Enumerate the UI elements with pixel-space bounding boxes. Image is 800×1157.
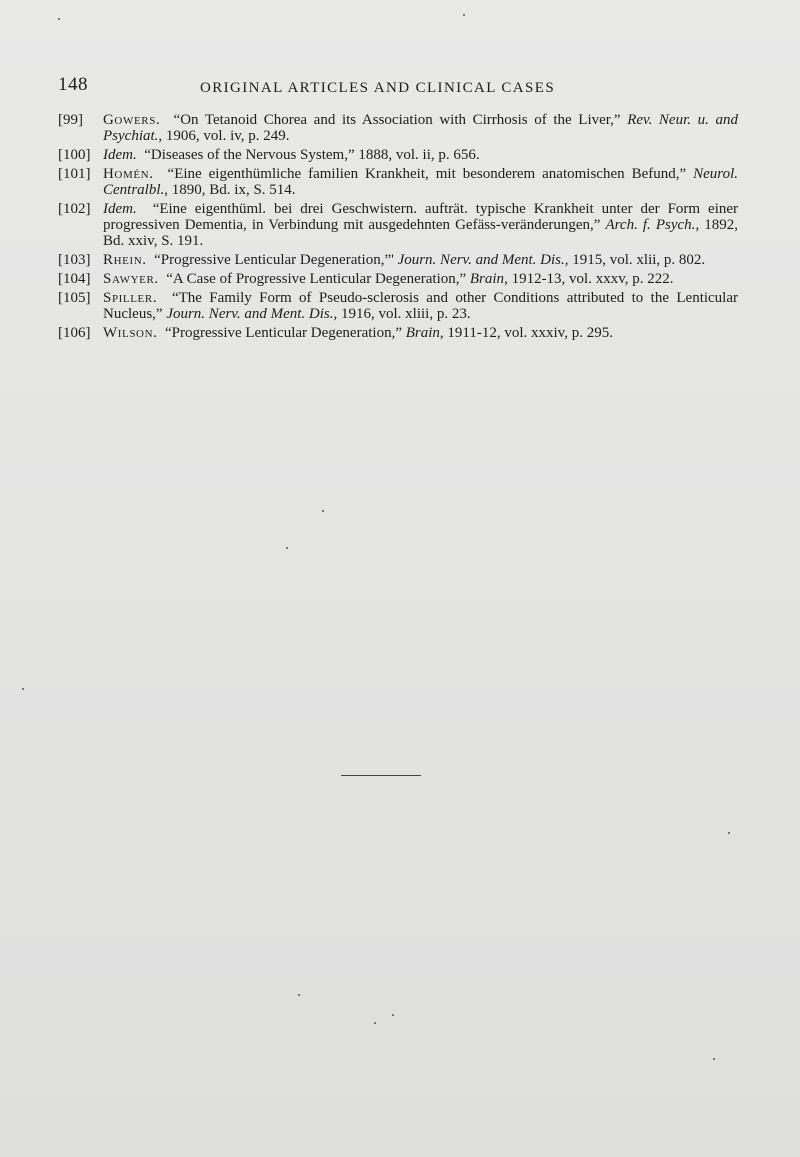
reference-number: [100] [58, 147, 91, 163]
reference-item [58, 290, 738, 322]
page-number: 148 [58, 74, 88, 95]
reference-citation: , 1916, vol. xliii, p. 23. [333, 306, 471, 322]
reference-item [58, 166, 738, 198]
paper-speck [463, 14, 465, 16]
paper-speck [322, 510, 324, 512]
reference-author: Idem. [103, 147, 137, 163]
reference-number: [101] [58, 166, 91, 182]
paper-speck [392, 1014, 394, 1016]
paper-speck [713, 1058, 715, 1060]
reference-journal: Brain [469, 271, 505, 287]
reference-author: Sawyer. [103, 271, 159, 287]
reference-journal: Neurol. Centralbl. [103, 166, 739, 198]
reference-number: [99] [58, 112, 83, 128]
reference-citation: , 1890, Bd. ix, S. 514. [164, 182, 296, 198]
page-header [58, 74, 788, 104]
reference-title: “Diseases of the Nervous System,” 1888, vol. ii, p. 656. [144, 147, 480, 163]
reference-journal: Journ. Nerv. and Ment. Dis. [166, 306, 334, 322]
paper-speck [298, 994, 300, 996]
reference-title: “Progressive Lenticular Degeneration,”' [154, 252, 398, 268]
reference-title: “On Tetanoid Chorea and its Association with Cirrhosis of the Liver,” [173, 112, 628, 128]
reference-number: [102] [58, 201, 91, 217]
reference-title: “The Family Form of Pseudo-sclerosis and other Conditions attributed to the Lenticular Nucleus,” [103, 290, 739, 322]
reference-item [58, 147, 738, 163]
reference-author: Idem. [103, 201, 137, 217]
paper-speck [58, 18, 60, 20]
reference-title: “Progressive Lenticular Degeneration,” [165, 325, 406, 341]
reference-title: “Eine eigenthüml. bei drei Geschwistern. aufträt. typische Krankheit unter der Form einer progressiven Dementia, in Verbindung mit ausgedehnten Gefäss-veränderungen,” [103, 201, 739, 233]
reference-citation: , 1911-12, vol. xxxiv, p. 295. [439, 325, 613, 341]
reference-author: Spiller. [103, 290, 158, 306]
reference-title: “Eine eigenthümliche familien Krankheit, mit besonderem anatomischen Befund,” [167, 166, 694, 182]
reference-item [58, 201, 738, 249]
paper-speck [286, 547, 288, 549]
reference-journal: Brain [405, 325, 440, 341]
reference-author: Gowers. [103, 112, 161, 128]
reference-citation: , 1912-13, vol. xxxv, p. 222. [504, 271, 674, 287]
reference-number: [104] [58, 271, 91, 287]
reference-number: [103] [58, 252, 91, 268]
reference-author: Wilson. [103, 325, 158, 341]
reference-item [58, 271, 738, 287]
reference-item [58, 112, 738, 144]
paper-speck [22, 688, 24, 690]
reference-author: Homén. [103, 166, 154, 182]
reference-citation: , 1906, vol. iv, p. 249. [158, 128, 290, 144]
reference-author: Rhein. [103, 252, 147, 268]
reference-journal: Journ. Nerv. and Ment. Dis. [397, 252, 565, 268]
reference-item [58, 325, 738, 341]
paper-speck [374, 1022, 376, 1024]
running-head: ORIGINAL ARTICLES AND CLINICAL CASES [200, 80, 556, 96]
reference-number: [106] [58, 325, 91, 341]
reference-item [58, 252, 738, 268]
reference-number: [105] [58, 290, 91, 306]
reference-journal: Rev. Neur. u. and Psychiat. [103, 112, 738, 144]
paper-speck [728, 832, 730, 834]
reference-citation: , 1892, Bd. xxiv, S. 191. [103, 217, 738, 249]
reference-citation: , 1915, vol. xlii, p. 802. [564, 252, 706, 268]
reference-journal: Arch. f. Psych. [605, 217, 696, 233]
reference-list [58, 112, 738, 344]
reference-title: “A Case of Progressive Lenticular Degeneration,” [166, 271, 470, 287]
section-end-rule [341, 775, 421, 776]
